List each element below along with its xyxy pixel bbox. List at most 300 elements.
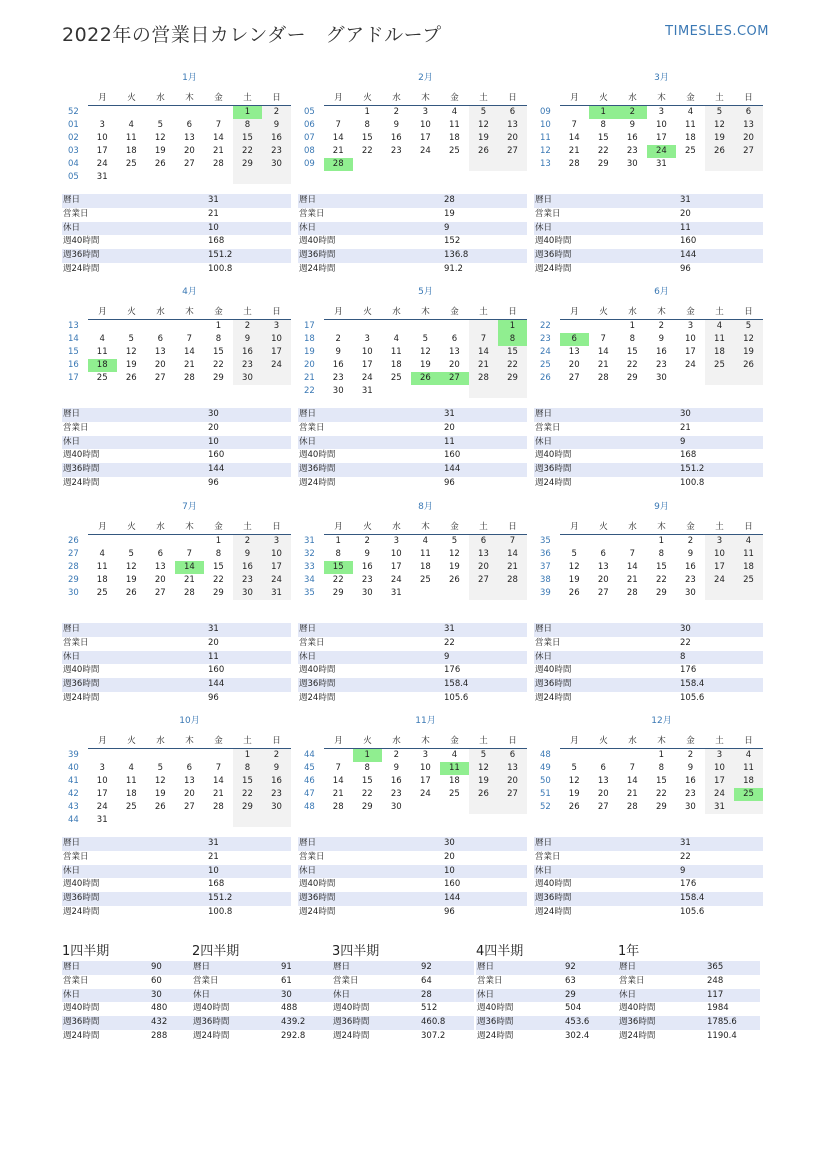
week-row [534, 106, 763, 119]
stat-row [298, 892, 527, 906]
month-stats [298, 194, 527, 277]
month-calendar [62, 92, 291, 184]
day-cell: 17 [96, 146, 108, 156]
stat-label: 休日 [535, 222, 553, 233]
week-number: 43 [68, 802, 79, 812]
weekday-label: 水 [628, 93, 637, 103]
stat-label: 営業日 [299, 851, 325, 862]
month-stats [534, 194, 763, 277]
stat-label: 営業日 [535, 422, 561, 433]
stat-row [62, 194, 291, 208]
week-row [62, 119, 291, 132]
stat-label: 暦日 [63, 409, 81, 419]
day-cell: 7 [186, 334, 193, 344]
day-cell [440, 801, 469, 814]
stat-row [476, 1030, 618, 1044]
stat-label: 週24時間 [299, 477, 336, 488]
day-cell: 26 [568, 588, 580, 598]
stat-label: 暦日 [477, 962, 495, 972]
brand-link[interactable]: TIMESLES.COM [665, 24, 769, 39]
week-row [62, 788, 291, 801]
day-cell: 18 [88, 359, 117, 372]
stat-label: 休日 [535, 436, 553, 447]
day-cell: 11 [390, 347, 402, 357]
day-cell: 29 [332, 588, 344, 598]
stat-value: 11 [680, 222, 691, 233]
stat-row [62, 989, 204, 1003]
stat-value: 11 [444, 436, 455, 447]
day-cell: 9 [393, 763, 400, 773]
day-cell: 9 [262, 762, 291, 775]
week-number: 33 [304, 562, 315, 572]
stat-row [332, 975, 474, 989]
stat-label: 週40時間 [477, 1003, 514, 1014]
week-row [62, 587, 291, 600]
day-cell: 2 [658, 321, 665, 331]
stat-value: 488 [281, 1003, 298, 1014]
day-cell [560, 749, 589, 762]
day-cell: 8 [215, 549, 222, 559]
stat-value: 504 [565, 1003, 582, 1014]
week-number: 48 [540, 750, 551, 760]
day-cell: 21 [183, 575, 195, 585]
stat-row [618, 1016, 760, 1030]
day-cell: 17 [390, 562, 402, 572]
day-cell: 3 [658, 107, 665, 117]
day-cell: 2 [393, 107, 400, 117]
week-number: 09 [304, 159, 315, 169]
stat-label: 休日 [333, 989, 351, 1000]
day-cell: 11 [419, 549, 431, 559]
stat-value: 10 [208, 222, 219, 233]
weekday-label: 土 [243, 522, 252, 532]
day-cell [233, 814, 262, 827]
stat-row [618, 975, 760, 989]
day-cell [560, 106, 589, 119]
stat-row [62, 878, 291, 892]
stat-row [298, 436, 527, 450]
stat-value: 9 [680, 865, 686, 876]
weekday-label: 火 [599, 736, 608, 746]
day-cell: 15 [212, 347, 224, 357]
stat-label: 休日 [63, 222, 81, 233]
stat-value: 63 [565, 975, 576, 986]
day-cell: 28 [183, 373, 195, 383]
day-cell: 9 [364, 549, 370, 559]
stat-row [298, 906, 527, 920]
day-cell: 1 [589, 106, 618, 119]
stat-row [298, 637, 527, 651]
day-cell: 22 [212, 575, 224, 585]
day-cell: 27 [734, 145, 763, 158]
day-cell: 14 [175, 561, 204, 574]
day-cell [353, 320, 382, 333]
week-number: 09 [540, 107, 551, 117]
day-cell: 27 [597, 802, 609, 812]
stat-row [298, 692, 527, 706]
day-cell: 9 [629, 120, 636, 130]
day-cell: 26 [469, 145, 498, 158]
week-row [298, 359, 527, 372]
day-cell: 1 [658, 750, 665, 760]
day-cell: 18 [125, 789, 137, 799]
day-cell: 11 [734, 548, 763, 561]
stat-label: 週40時間 [535, 879, 572, 890]
day-cell: 2 [262, 749, 291, 762]
day-cell: 2 [393, 750, 400, 760]
day-cell: 25 [448, 146, 460, 156]
stat-value: 152 [444, 236, 461, 247]
day-cell: 24 [262, 359, 291, 372]
stat-value: 91 [281, 962, 292, 972]
stat-label: 休日 [299, 865, 317, 876]
stat-row [534, 422, 763, 436]
stat-value: 160 [444, 450, 461, 461]
stat-value: 168 [208, 236, 225, 247]
stat-label: 週24時間 [299, 906, 336, 917]
stat-label: 休日 [63, 651, 81, 662]
day-cell: 21 [212, 789, 224, 799]
day-cell [324, 749, 353, 762]
day-cell: 28 [626, 802, 638, 812]
week-number: 26 [540, 373, 551, 383]
week-number: 39 [540, 588, 551, 598]
stat-row [62, 692, 291, 706]
day-cell: 6 [186, 763, 193, 773]
stat-label: 暦日 [63, 624, 81, 634]
day-cell: 21 [332, 789, 344, 799]
day-cell: 7 [629, 763, 636, 773]
stat-value: 31 [444, 624, 455, 634]
stat-row [298, 837, 527, 851]
stat-label: 営業日 [333, 975, 359, 986]
month-title: 10月 [179, 716, 200, 726]
stat-value: 90 [151, 962, 162, 972]
week-number: 44 [304, 750, 315, 760]
week-row [534, 119, 763, 132]
day-cell: 18 [390, 360, 402, 370]
day-cell: 7 [498, 535, 527, 548]
day-cell: 11 [684, 120, 696, 130]
day-cell: 23 [684, 789, 696, 799]
quarter-block [62, 943, 204, 1044]
day-cell [498, 158, 527, 171]
day-cell: 11 [96, 562, 108, 572]
weekday-label: 木 [657, 307, 666, 317]
day-cell: 24 [262, 574, 291, 587]
stat-value: 31 [444, 409, 455, 419]
day-cell: 27 [440, 372, 469, 385]
day-cell: 5 [128, 334, 134, 344]
day-cell: 4 [705, 320, 734, 333]
stat-value: 160 [208, 450, 225, 461]
day-cell: 22 [212, 360, 224, 370]
stat-value: 9 [444, 651, 450, 662]
stat-row [298, 263, 527, 277]
day-cell: 21 [626, 575, 638, 585]
day-cell [560, 320, 589, 333]
day-cell: 13 [597, 562, 609, 572]
day-cell: 31 [96, 172, 108, 182]
day-cell: 22 [361, 146, 373, 156]
weekday-label: 水 [628, 307, 637, 317]
stat-label: 週36時間 [299, 893, 336, 904]
day-cell: 19 [705, 132, 734, 145]
day-cell [146, 106, 175, 119]
stat-label: 週24時間 [299, 692, 336, 703]
week-number: 52 [68, 107, 79, 117]
week-number: 35 [540, 536, 551, 546]
week-row [298, 574, 527, 587]
day-cell: 6 [600, 763, 606, 773]
day-cell: 8 [658, 549, 665, 559]
day-cell: 31 [705, 801, 734, 814]
weekday-header [88, 92, 291, 106]
week-row [62, 320, 291, 333]
week-row [298, 119, 527, 132]
day-cell: 25 [419, 575, 431, 585]
day-cell: 8 [498, 333, 527, 346]
day-cell: 13 [469, 548, 498, 561]
stat-value: 168 [680, 450, 697, 461]
week-number: 23 [540, 334, 551, 344]
stat-label: 営業日 [299, 422, 325, 433]
day-cell: 13 [183, 776, 195, 786]
month-stats [298, 408, 527, 491]
weekday-header [324, 735, 527, 749]
day-cell: 18 [125, 146, 137, 156]
day-cell: 24 [96, 802, 108, 812]
stat-value: 92 [565, 962, 576, 972]
week-row [534, 762, 763, 775]
quarter-stats [476, 961, 618, 1044]
stat-label: 営業日 [477, 975, 503, 986]
weekday-label: 木 [657, 93, 666, 103]
week-number: 25 [540, 360, 551, 370]
stat-label: 週24時間 [333, 1030, 370, 1041]
day-cell: 23 [262, 788, 291, 801]
stat-label: 暦日 [619, 962, 637, 972]
stat-label: 週40時間 [333, 1003, 370, 1014]
day-cell [411, 320, 440, 333]
day-cell: 3 [364, 334, 370, 344]
day-cell: 14 [626, 776, 638, 786]
day-cell: 4 [99, 334, 105, 344]
day-cell: 25 [705, 359, 734, 372]
stat-value: 96 [444, 477, 455, 488]
day-cell [676, 372, 705, 385]
quarter-block [192, 943, 334, 1044]
day-cell: 18 [734, 775, 763, 788]
stat-value: 9 [680, 436, 686, 447]
day-cell: 22 [233, 788, 262, 801]
day-cell: 26 [469, 788, 498, 801]
week-number: 05 [68, 172, 79, 182]
stat-row [534, 692, 763, 706]
day-cell: 23 [233, 359, 262, 372]
stat-value: 28 [421, 989, 432, 1000]
stat-row [476, 1002, 618, 1016]
stat-value: 151.2 [208, 250, 233, 261]
day-cell [705, 587, 734, 600]
day-cell: 5 [469, 106, 498, 119]
day-cell: 27 [498, 788, 527, 801]
stat-value: 29 [565, 989, 576, 1000]
weekday-header [560, 735, 763, 749]
stat-row [476, 975, 618, 989]
week-row [534, 372, 763, 385]
day-cell: 1 [335, 536, 341, 546]
stat-value: 160 [680, 236, 697, 247]
stat-value: 96 [208, 477, 219, 488]
weekday-label: 月 [570, 736, 579, 746]
day-cell: 17 [705, 775, 734, 788]
stat-value: 20 [208, 637, 219, 648]
day-cell: 24 [419, 789, 431, 799]
stat-value: 158.4 [680, 893, 705, 904]
stat-label: 週40時間 [535, 236, 572, 247]
weekday-label: 水 [156, 522, 165, 532]
day-cell: 6 [157, 334, 164, 344]
week-row [534, 574, 763, 587]
weekday-label: 金 [214, 522, 223, 532]
day-cell: 9 [233, 333, 262, 346]
day-cell: 28 [332, 802, 344, 812]
day-cell: 21 [597, 360, 609, 370]
day-cell: 3 [99, 120, 105, 130]
stat-value: 100.8 [208, 906, 233, 917]
day-cell: 27 [154, 588, 166, 598]
page-title: 2022年の営業日カレンダー グアドループ [62, 24, 442, 46]
weekday-label: 水 [156, 736, 165, 746]
day-cell: 2 [618, 106, 647, 119]
stat-label: 暦日 [299, 838, 317, 848]
day-cell: 10 [262, 333, 291, 346]
month-calendar [534, 521, 763, 600]
day-cell: 10 [705, 762, 734, 775]
stat-value: 439.2 [281, 1017, 306, 1028]
stat-row [62, 637, 291, 651]
day-cell: 17 [96, 789, 108, 799]
month-block [534, 715, 763, 925]
stat-row [298, 422, 527, 436]
stat-row [534, 408, 763, 422]
day-cell: 1 [353, 749, 382, 762]
day-cell: 26 [154, 802, 166, 812]
day-cell: 1 [658, 536, 665, 546]
day-cell: 21 [183, 360, 195, 370]
day-cell: 12 [125, 562, 137, 572]
weekday-label: 木 [657, 522, 666, 532]
stat-row [298, 878, 527, 892]
stat-value: 302.4 [565, 1030, 590, 1041]
stat-value: 1190.4 [707, 1030, 737, 1041]
stat-label: 週40時間 [193, 1003, 230, 1014]
stat-label: 週36時間 [299, 250, 336, 261]
stat-label: 週40時間 [299, 450, 336, 461]
stat-label: 週40時間 [63, 1003, 100, 1014]
day-cell: 2 [687, 750, 694, 760]
week-row [534, 346, 763, 359]
month-title: 8月 [418, 502, 433, 512]
day-cell: 9 [658, 334, 665, 344]
day-cell: 17 [361, 360, 373, 370]
day-cell: 19 [448, 562, 460, 572]
day-cell: 26 [154, 159, 166, 169]
stat-label: 週40時間 [299, 665, 336, 676]
day-cell [440, 587, 469, 600]
day-cell: 8 [364, 763, 370, 773]
day-cell: 6 [186, 120, 193, 130]
stat-value: 20 [680, 208, 691, 219]
weekday-label: 土 [479, 522, 488, 532]
stat-value: 176 [444, 665, 461, 676]
day-cell: 1 [498, 320, 527, 333]
weekday-label: 木 [185, 307, 194, 317]
weekday-label: 火 [363, 93, 372, 103]
stat-label: 暦日 [535, 624, 553, 634]
stat-row [298, 865, 527, 879]
stat-label: 週36時間 [333, 1017, 370, 1028]
day-cell: 25 [448, 789, 460, 799]
month-title: 9月 [654, 502, 669, 512]
stat-row [534, 208, 763, 222]
stat-row [62, 623, 291, 637]
day-cell: 5 [705, 106, 734, 119]
weekday-label: 水 [156, 307, 165, 317]
day-cell: 23 [655, 360, 667, 370]
day-cell: 16 [233, 346, 262, 359]
day-cell: 12 [469, 762, 498, 775]
day-cell: 29 [655, 588, 667, 598]
day-cell: 16 [332, 360, 344, 370]
stat-label: 週24時間 [535, 477, 572, 488]
stat-value: 168 [208, 879, 225, 890]
day-cell: 29 [212, 373, 224, 383]
stat-label: 週40時間 [619, 1003, 656, 1014]
stat-row [534, 892, 763, 906]
stat-row [298, 678, 527, 692]
stat-row [62, 678, 291, 692]
stat-row [534, 851, 763, 865]
day-cell: 24 [390, 575, 402, 585]
day-cell: 15 [498, 346, 527, 359]
day-cell: 8 [233, 762, 262, 775]
month-stats [62, 623, 291, 706]
stat-label: 休日 [299, 436, 317, 447]
day-cell [411, 385, 440, 398]
day-cell: 12 [568, 776, 580, 786]
week-row [62, 359, 291, 372]
day-cell: 5 [422, 334, 429, 344]
day-cell [175, 171, 204, 184]
day-cell: 20 [183, 789, 195, 799]
month-title: 12月 [651, 716, 672, 726]
day-cell [734, 158, 763, 171]
day-cell [498, 587, 527, 600]
stat-row [618, 1030, 760, 1044]
stat-label: 週24時間 [477, 1030, 514, 1041]
week-number: 17 [68, 373, 79, 383]
week-row [298, 801, 527, 814]
day-cell: 4 [734, 535, 763, 548]
weekday-label: 水 [628, 522, 637, 532]
stat-value: 1785.6 [707, 1017, 737, 1028]
month-title: 6月 [654, 287, 669, 297]
day-cell: 19 [568, 575, 580, 585]
day-cell: 19 [568, 789, 580, 799]
week-row [62, 145, 291, 158]
